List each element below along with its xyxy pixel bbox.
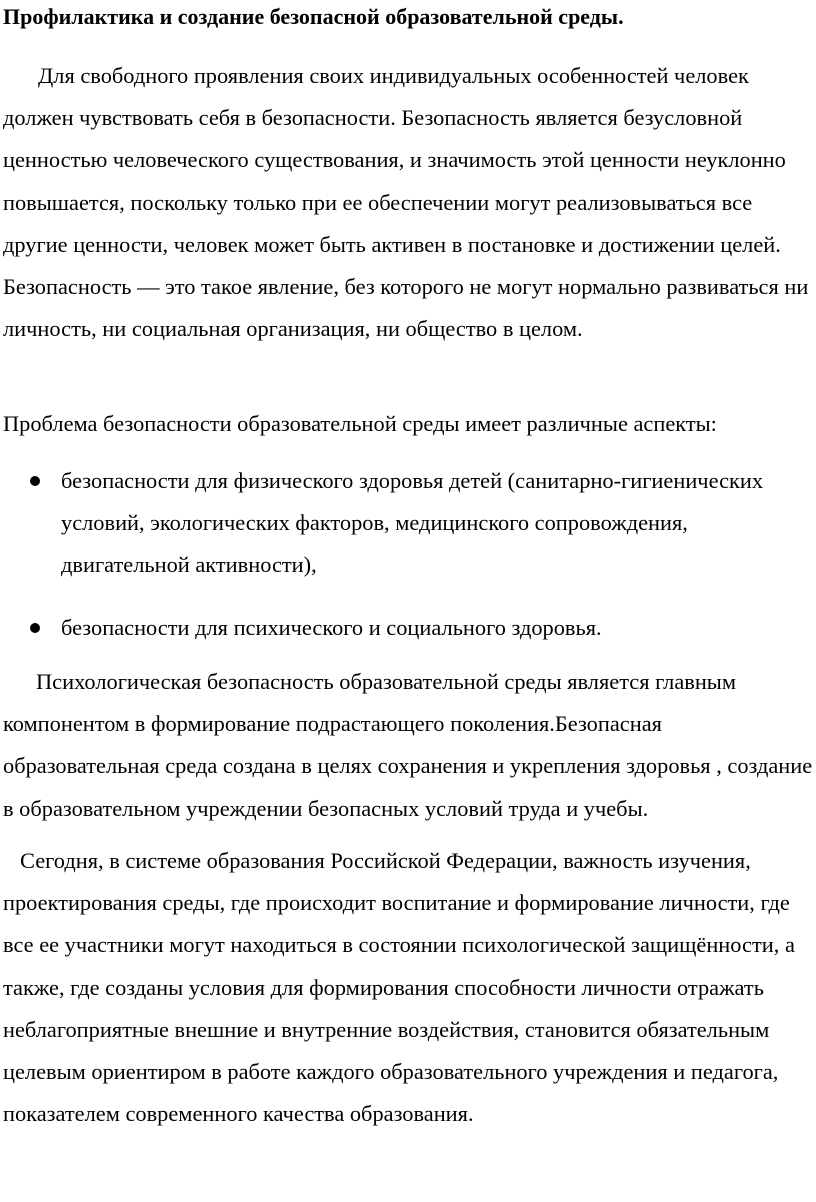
bullet-icon [30, 623, 40, 633]
bullet-icon [30, 476, 40, 486]
list-item-text: безопасности для физического здоровья детей (санитарно-гигиенических условий, экологических факторов, медицинского сопровождения, двигательной активности), [61, 468, 764, 578]
list-item [0, 460, 791, 587]
aspects-list [0, 460, 816, 649]
paragraph-psychological-safety: Психологическая безопасность образовательной среды является главным компонентом в формирование подрастающего поколения.Безопасная образовательная среда создана в целях сохранения и укрепления здоровья , создание в образовательном учреждении безопасных условий труда и учебы. [3, 669, 813, 821]
document-title: Профилактика и создание безопасной образовательной среды. [3, 4, 624, 29]
list-item-text: безопасности для психического и социального здоровья. [61, 614, 602, 640]
paragraph-today: Сегодня, в системе образования Российской Федерации, важность изучения, проектирования среды, где происходит воспитание и формирование личности, где все ее участники могут находиться в состоянии психологической защищённости, а также, где созданы условия для формирования способности личности отражать неблагоприятные внешние и внутренние воздействия, становится обязательным целевым ориентиром в работе каждого образовательного учреждения и педагога, показателем современного качества образования. [3, 848, 795, 1127]
paragraph-aspects-intro: Проблема безопасности образовательной среды имеет различные аспекты: [3, 411, 717, 436]
list-item [0, 607, 791, 649]
paragraph-intro: Для свободного проявления своих индивидуальных особенностей человек должен чувствовать себя в безопасности. Безопасность является безусловной ценностью человеческого существования, и значимость этой ценности неуклонно повышается, поскольку только при ее обеспечении могут реализовываться все другие ценности, человек может быть активен в постановке и достижении целей. Безопасность — это такое явление, без которого не могут нормально развиваться ни личность, ни социальная организация, ни общество в целом. [3, 63, 809, 342]
